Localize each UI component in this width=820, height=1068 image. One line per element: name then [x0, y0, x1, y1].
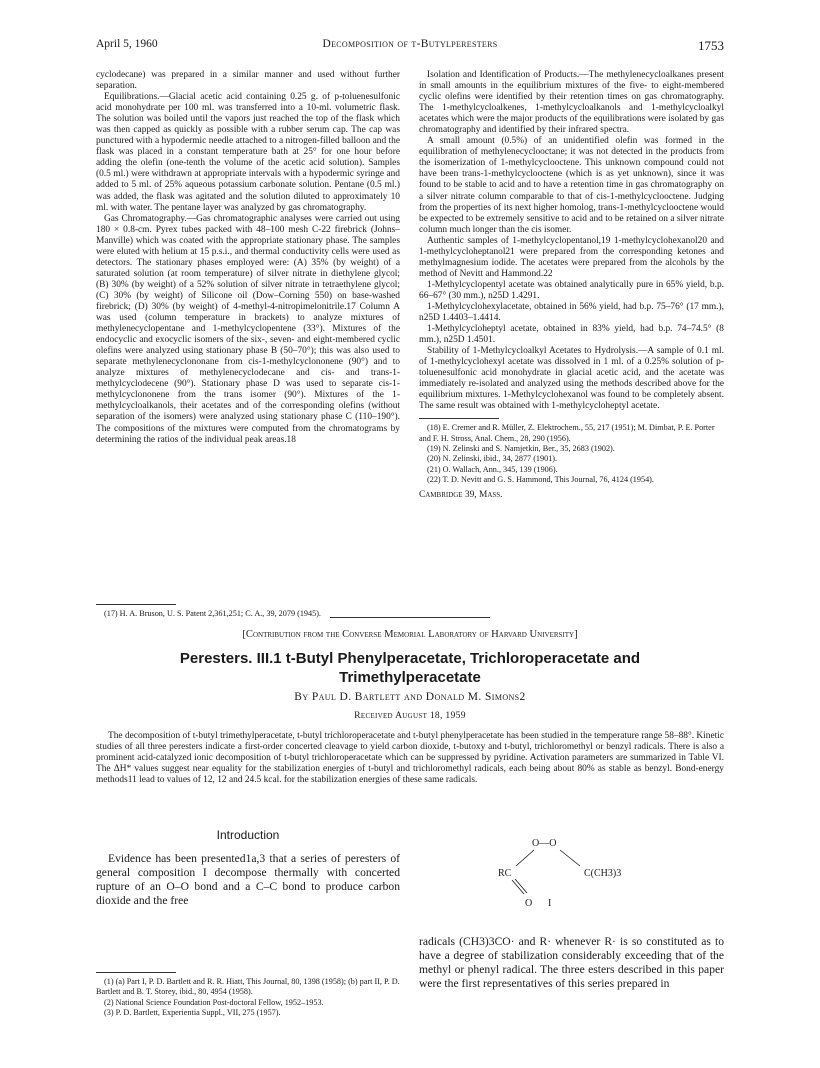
paragraph-authentic-samples: Authentic samples of 1-methylcyclopentanol,19 1-methylcyclohexanol20 and 1-methylcycloheptanol21 were prepared from the corresponding ketones and methylmagnesium iodide. The acetates were prepared from the alcohols by the method of Nevitt and Hammond.22 — [419, 235, 724, 279]
right-column — [419, 70, 724, 501]
structure-o-o: O—O — [532, 838, 557, 849]
paragraph-isolation: Isolation and Identification of Products.—The methylenecycloalkanes present in small amounts in the equilibrium mixtures of the five- to eight-membered cyclic olefins were identified by their retention times on gas chromatography. The 1-methylcycloalkenes, 1-methylcycloalkanols and 1-methylcycloalkyl acetates which were the major products of the equilibrations were isolated by gas chromatography and identified by their infrared spectra. — [419, 70, 724, 136]
footnote-19: (19) N. Zelinski and S. Namjetkin, Ber., 35, 2683 (1902). — [427, 444, 615, 454]
right-footnotes — [419, 418, 724, 485]
abstract: The decomposition of t-butyl trimethylperacetate, t-butyl trichloroperacetate and t-butyl phenylperacetate has been studied in the temperature range 58–88°. Kinetic studies of all three peresters indicate a first-order concerted cleavage to yield carbon dioxide, t-butoxy and t-butyl, trichloromethyl or benzyl radicals. There is also a prominent acid-catalyzed ionic decomposition of t-butyl trichloroperacetate which can be suppressed by pyridine. Activation parameters are summarized in Table VI. The ΔH* values suggest near equality for the stabilization energies of t-butyl and trichloromethyl radicals, each being about 80% as stable as benzyl. Bond-energy methods11 lead to values of 12, 12 and 24.5 kcal. for the stabilization energies of these same radicals. — [96, 731, 724, 785]
title-line-2: Trimethylperacetate — [339, 669, 481, 686]
intro-footnotes — [96, 966, 400, 1018]
authors-line: By Paul D. Bartlett and Donald M. Simons2 — [294, 691, 526, 703]
received-date: Received August 18, 1959 — [354, 710, 466, 721]
footnote-rule — [96, 972, 176, 973]
paragraph-equilibrations: Equilibrations.—Glacial acetic acid containing 0.25 g. of p-toluenesulfonic acid monohydrate per 100 ml. was transferred into a 10-ml. volumetric flask. The solution was boiled until the vapors just reached the top of the flask which was then capped as quickly as possible with a rubber serum cap. The cap was punctured with a hypodermic needle attached to a nitrogen-filled balloon and the flask was placed in a constant temperature bath at 25° for one hour before adding the olefin (one-tenth the volume of the acetic acid solution). Samples (0.5 ml.) were withdrawn at appropriate intervals with a hypodermic syringe and added to 5 ml. of 25% aqueous potassium carbonate solution. Pentane (0.5 ml.) was added, the flask was agitated and the solution diluted to approximately 10 ml. with water. The pentane layer was analyzed by gas chromatography. — [96, 92, 400, 213]
header-date: April 5, 1960 — [96, 38, 158, 50]
footnote-18: (18) E. Cremer and R. Müller, Z. Elektrochem., 55, 217 (1951); M. Dimbat, P. E. Porter and F. H. Stross, Anal. Chem., 28, 290 (1956). — [419, 423, 715, 443]
footnote-17: (17) H. A. Bruson, U. S. Patent 2,361,251; C. A., 39, 2079 (1945). — [104, 609, 321, 618]
footnote-3: (3) P. D. Bartlett, Experientia Suppl., VII, 275 (1957). — [104, 1007, 281, 1017]
introduction-continued: radicals (CH3)3CO· and R· whenever R· is so constituted as to have a degree of stabilization considerably exceeding that of the methyl or phenyl radical. The three esters described in this paper were the first representatives of this series prepared in — [419, 935, 724, 990]
structure-label: I — [548, 898, 552, 909]
location-line: Cambridge 39, Mass. — [419, 490, 503, 501]
bond-line — [560, 850, 580, 866]
running-header — [96, 38, 724, 56]
structure-rc: RC — [498, 868, 512, 879]
footnote-20: (20) N. Zelinski, ibid., 34, 2877 (1901). — [427, 454, 558, 464]
article-title — [96, 649, 724, 687]
footnote-2: (2) National Science Foundation Post-doctoral Fellow, 1952–1953. — [104, 997, 324, 1007]
paragraph-gas-chromatography: Gas Chromatography.—Gas chromatographic analyses were carried out using 180 × 0.8-cm. Pyrex tubes packed with 48–100 mesh C-22 firebrick (Johns–Manville) which was coated with the appropriate stationary phase. The samples were eluted with helium at 15 p.s.i., and thermal conductivity cells were used as detectors. The stationary phases employed were: (A) 35% (by weight) of a saturated solution (at room temperature) of silver nitrate in diethylene glycol; (B) 30% (by weight) of a 52% solution of silver nitrate in tetraethylene glycol; (C) 30% (by weight) of Silicone oil (Dow–Corning 550) on base-washed firebrick; (D) 30% (by weight) of 4-methyl-4-nitropimelonitrile.17 Column A was used (column temperature in brackets) to analyze mixtures of methylenecyclopentane and 1-methylcyclopentene (33°). Mixtures of the endocyclic and exocyclic isomers of the six-, seven- and eight-membered cyclic olefins were analyzed using stationary phase B (50–70°); this was also used to separate methylenecyclononane from cis-1-methylcyclononene (90°) and to analyze mixtures of methylenecyclodecane and cis- and trans-1-methylcyclodecene (90°). Stationary phase D was used to separate cis-1-methylcyclononene from the trans isomer (90°). Mixtures of the 1-methylcycloalkanols, their acetates and of the corresponding olefins (without separation of the isomers) were analyzed using stationary phase C (110–190°). The compositions of the mixtures were computed from the chromatograms by determining the ratios of the individual peak areas.18 — [96, 213, 400, 445]
section-separator — [330, 617, 490, 618]
contribution-line: [Contribution from the Converse Memorial Laboratory of Harvard University] — [242, 629, 578, 640]
paragraph: cyclodecane) was prepared in a similar manner and used without further separation. — [96, 70, 400, 92]
header-page-number: 1753 — [698, 38, 724, 53]
footnote-1: (1) (a) Part I, P. D. Bartlett and R. R. Hiatt, This Journal, 80, 1398 (1958); (b) part II, P. D. Bartlett and B. T. Storey, ibid., 80, 4954 (1958). — [96, 977, 400, 997]
perester-structure-diagram — [420, 832, 725, 916]
paragraph-cycloheptyl-acetate: 1-Methylcycloheptyl acetate, obtained in 83% yield, had b.p. 74–74.5° (8 mm.), n25D 1.4501. — [419, 324, 724, 346]
footnote-22: (22) T. D. Nevitt and G. S. Hammond, This Journal, 76, 4124 (1954). — [427, 474, 654, 484]
footnote-rule — [419, 418, 499, 419]
paragraph-cyclopentyl-acetate: 1-Methylcyclopentyl acetate was obtained analytically pure in 65% yield, b.p. 66–67° (30 mm.), n25D 1.4291. — [419, 279, 724, 301]
structure-o-carbonyl: O — [525, 898, 533, 909]
structure-cme3: C(CH3)3 — [584, 868, 622, 879]
paragraph-cyclohexyl-acetate: 1-Methylcyclohexylacetate, obtained in 56% yield, had b.p. 75–76° (17 mm.), n25D 1.4403–1.4414. — [419, 301, 724, 324]
title-line-1: Peresters. III.1 t-Butyl Phenylperacetate, Trichloroperacetate and — [179, 650, 641, 667]
paragraph-stability: Stability of 1-Methylcycloalkyl Acetates to Hydrolysis.—A sample of 0.1 ml. of 1-methylcyclohexyl acetate was dissolved in 1 ml. of a 0.25% solution of p-toluenesulfonic acid monohydrate in glacial acetic acid, and the acetate was immediately re-isolated and analyzed using the methods described above for the equilibrium mixtures. 1-Methylcyclohexanol was found to be completely absent. The same result was obtained with 1-methylcycloheptyl acetate. — [419, 346, 724, 412]
left-column — [96, 70, 400, 446]
introduction-text: Evidence has been presented1a,3 that a series of peresters of general composition I decompose thermally with concerted rupture of an O–O bond and a C–C bond to produce carbon dioxide and the free — [96, 852, 400, 907]
header-running-title: Decomposition of t-Butylperesters — [322, 38, 498, 50]
footnote-rule — [96, 604, 176, 605]
introduction-heading: Introduction — [216, 828, 280, 842]
footnote-21: (21) O. Wallach, Ann., 345, 139 (1906). — [427, 464, 558, 474]
bond-line — [516, 850, 534, 866]
paragraph-unidentified-olefin: A small amount (0.5%) of an unidentified olefin was formed in the equilibration of methylenecyclooctane; it was not detected in the products from the isomerization of 1-methylcyclooctene. This unknown compound could not have been trans-1-methylcyclooctene (which is as yet unknown), since it was found to be stable to acid and to have a retention time in gas chromatography on a silver nitrate column comparable to that of cis-1-methylcyclooctene. Judging from the properties of its next higher homolog, trans-1-methylcyclooctene would be expected to be extremely sensitive to acid and to be retained on a silver nitrate column much longer than the cis isomer. — [419, 136, 724, 235]
